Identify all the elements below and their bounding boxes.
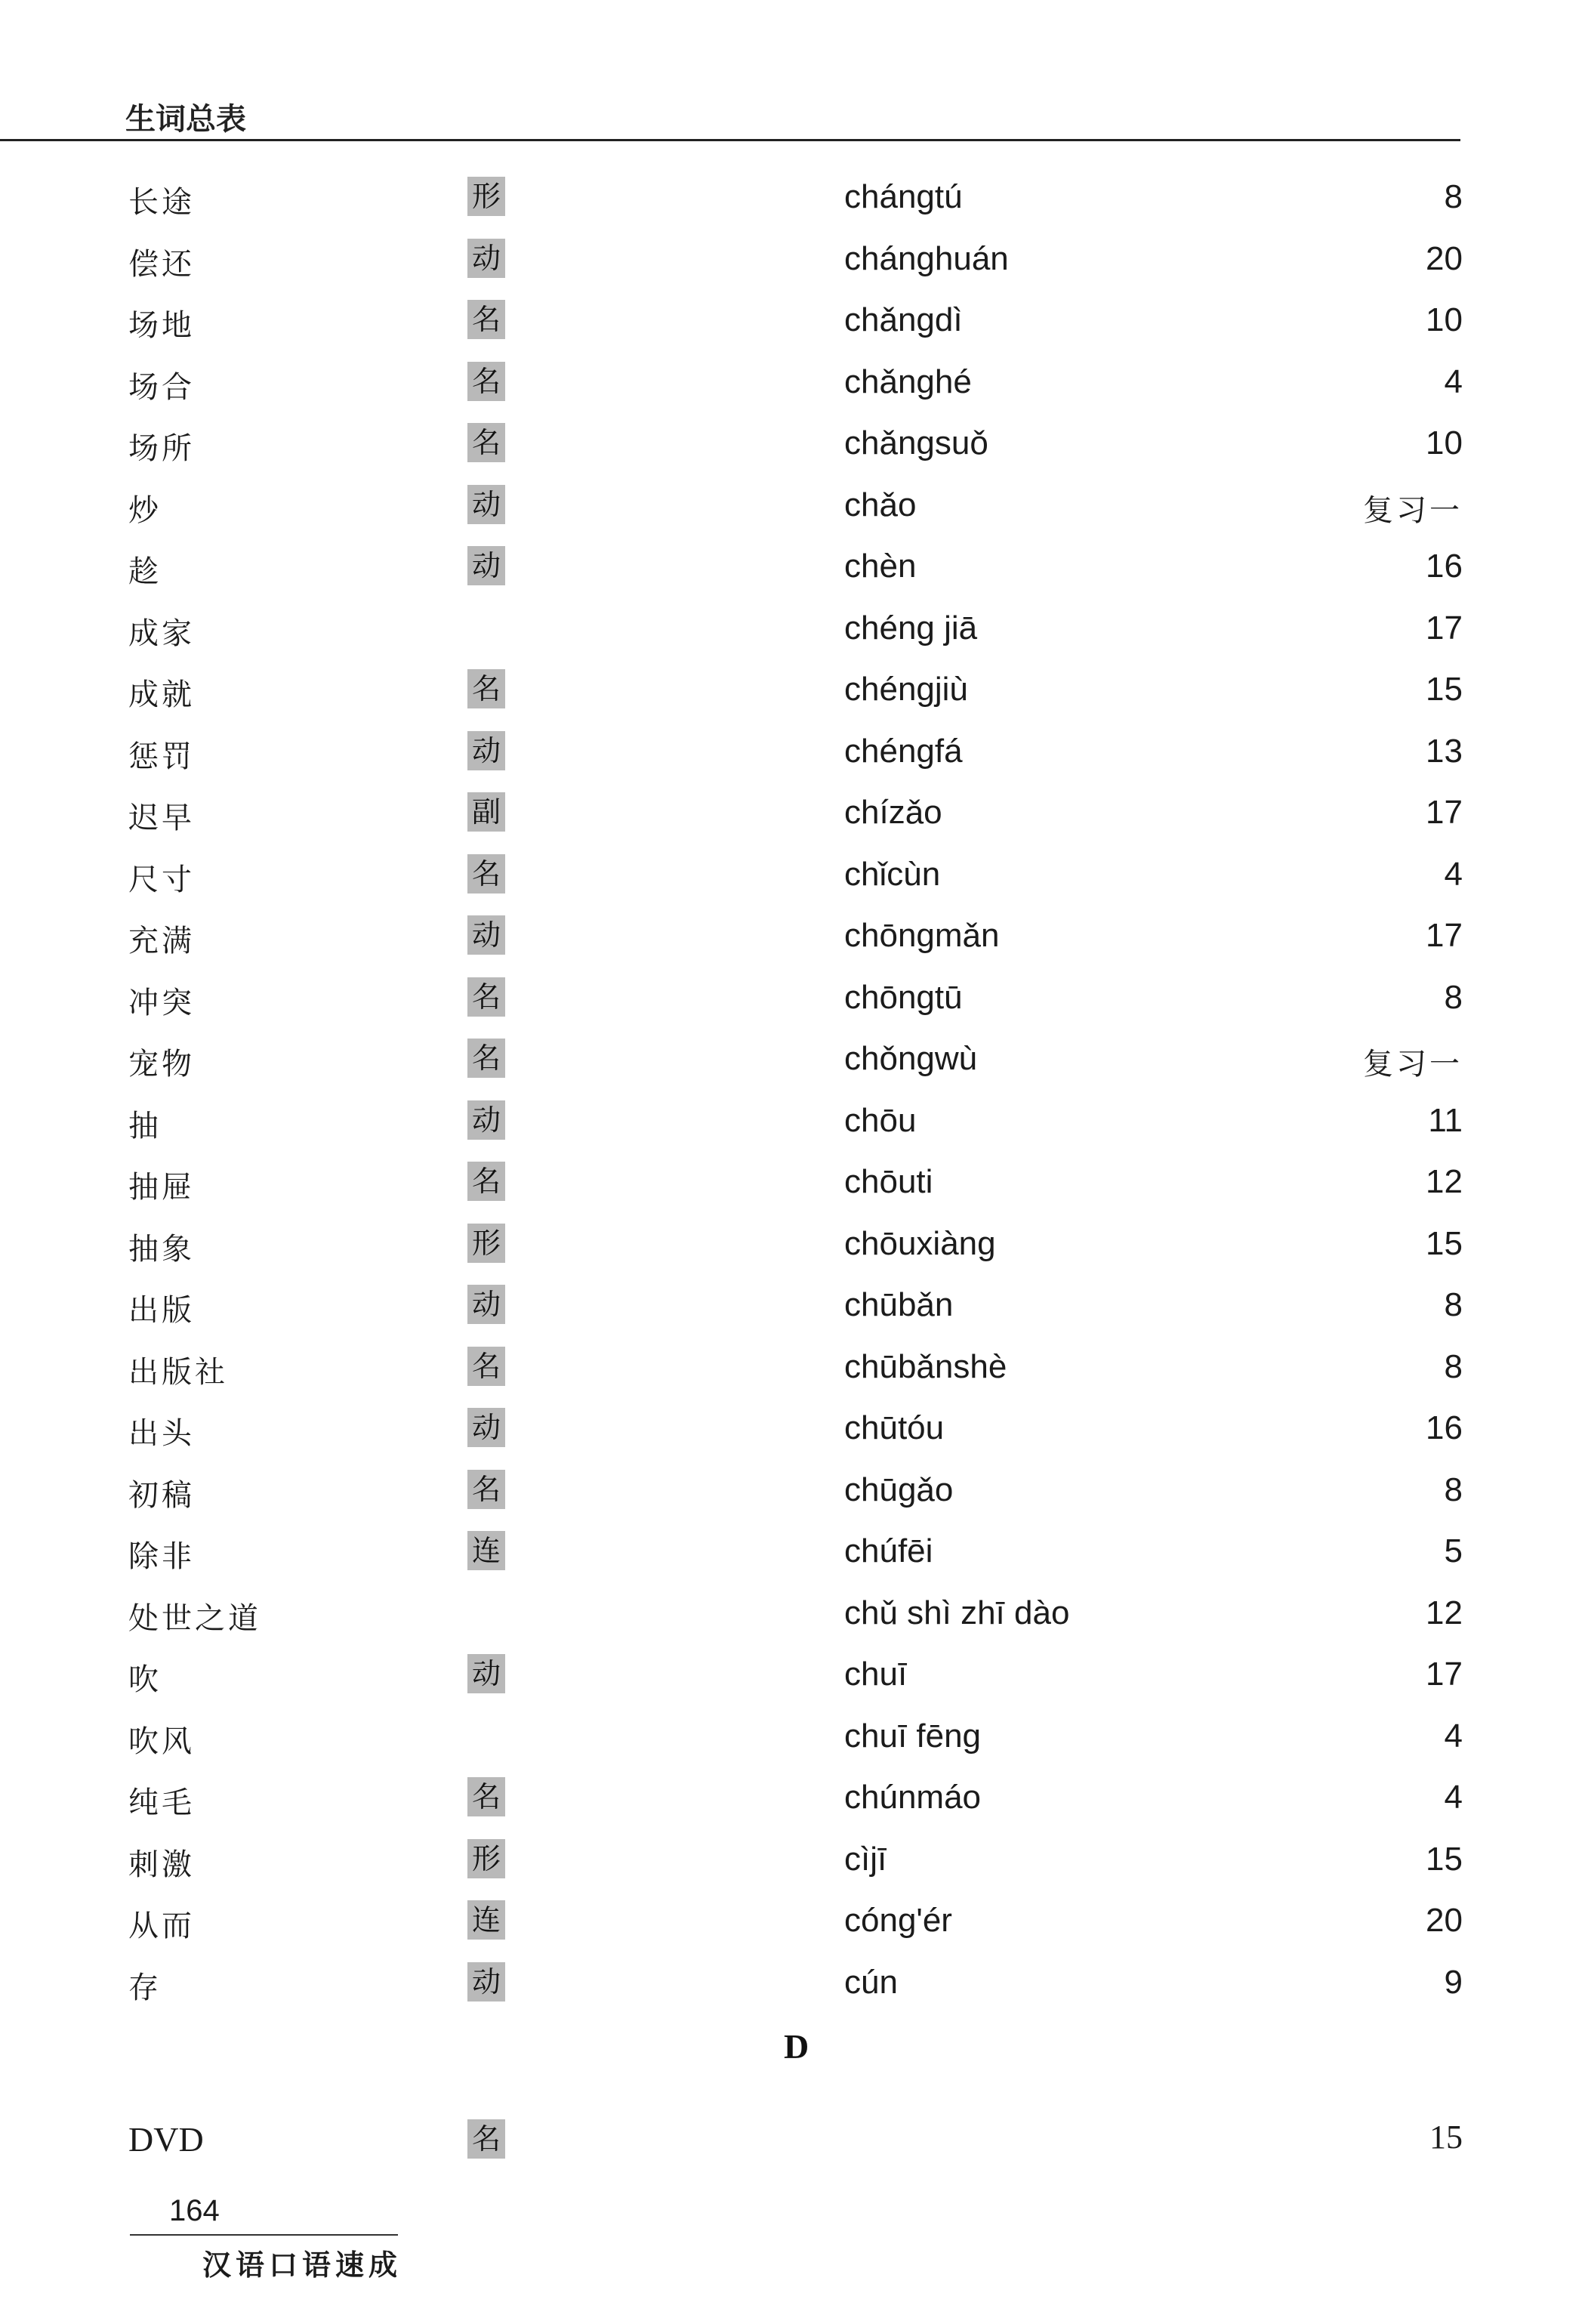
entry-pinyin: chéng jiā <box>844 609 978 647</box>
part-of-speech-tag: 动 <box>467 1100 505 1140</box>
vocabulary-row <box>0 1153 1585 1213</box>
header-rule <box>0 139 1460 141</box>
entry-word: 抽屉 <box>128 1170 195 1205</box>
part-of-speech-tag: 名 <box>467 1162 505 1201</box>
entry-lesson: 15 <box>1426 671 1463 708</box>
entry-lesson: 4 <box>1444 855 1463 893</box>
part-of-speech-tag: 动 <box>467 1408 505 1447</box>
entry-pinyin: chōuti <box>844 1163 933 1200</box>
entry-pinyin: chuī fēng <box>844 1717 982 1755</box>
entry-word: 冲突 <box>128 985 195 1020</box>
entry-lesson: 11 <box>1428 1101 1463 1139</box>
entry-lesson: 10 <box>1426 424 1463 461</box>
part-of-speech-tag: 连 <box>467 1900 505 1940</box>
entry-word: 长途 <box>128 185 195 220</box>
entry-lesson: 10 <box>1426 301 1463 338</box>
vocabulary-row <box>0 1338 1585 1398</box>
entry-pinyin: chízǎo <box>844 794 942 831</box>
vocabulary-row <box>0 1399 1585 1459</box>
part-of-speech-tag: 动 <box>467 1654 505 1693</box>
entry-pinyin: chōngmǎn <box>844 917 1000 954</box>
vocabulary-row <box>0 353 1585 413</box>
vocabulary-row <box>0 845 1585 906</box>
part-of-speech-tag: 动 <box>467 1285 505 1324</box>
entry-pinyin: chǎngsuǒ <box>844 424 988 461</box>
vocabulary-row <box>0 1584 1585 1644</box>
entry-word: 出头 <box>128 1416 195 1451</box>
vocabulary-row <box>0 168 1585 228</box>
entry-pinyin: cún <box>844 1963 898 2001</box>
part-of-speech-tag: 名 <box>467 977 505 1017</box>
entry-pinyin: chōuxiàng <box>844 1224 996 1262</box>
entry-lesson: 8 <box>1444 978 1463 1016</box>
entry-lesson: 20 <box>1426 239 1463 277</box>
part-of-speech-tag: 动 <box>467 546 505 585</box>
part-of-speech-tag: 名 <box>467 2119 505 2159</box>
entry-pinyin: chǎo <box>844 486 917 523</box>
part-of-speech-tag: 名 <box>467 423 505 462</box>
part-of-speech-tag: 形 <box>467 177 505 216</box>
vocabulary-row <box>0 1276 1585 1336</box>
entry-pinyin: chǔ shì zhī dào <box>844 1594 1070 1631</box>
entry-lesson: 8 <box>1444 1286 1463 1323</box>
vocabulary-row <box>0 599 1585 659</box>
entry-lesson: 16 <box>1426 1409 1463 1446</box>
vocabulary-row <box>0 414 1585 474</box>
entry-word: 成家 <box>128 616 195 651</box>
entry-lesson: 17 <box>1426 1656 1463 1693</box>
entry-lesson: 17 <box>1426 609 1463 647</box>
entry-pinyin: cìjī <box>844 1840 887 1878</box>
entry-pinyin: chǒngwù <box>844 1040 978 1077</box>
entry-lesson: 17 <box>1426 917 1463 954</box>
part-of-speech-tag: 形 <box>467 1224 505 1263</box>
entry-word: 炒 <box>128 492 162 528</box>
part-of-speech-tag: 名 <box>467 300 505 339</box>
entry-word: 吹 <box>128 1662 162 1697</box>
part-of-speech-tag: 动 <box>467 1962 505 2001</box>
vocabulary-row <box>0 291 1585 351</box>
entry-pinyin: chūbǎn <box>844 1286 954 1323</box>
entry-lesson: 5 <box>1444 1532 1463 1569</box>
section-letter: D <box>784 2027 809 2066</box>
entry-lesson: 20 <box>1426 1902 1463 1939</box>
entry-pinyin: chǐcùn <box>844 855 941 893</box>
entry-word: 惩罚 <box>128 739 195 774</box>
entry-pinyin: chūtóu <box>844 1409 945 1446</box>
entry-pinyin: chánghuán <box>844 239 1009 277</box>
entry-word: 成就 <box>128 677 195 712</box>
entry-word: 充满 <box>128 924 195 958</box>
entry-word: 除非 <box>128 1539 195 1574</box>
entry-lesson: 8 <box>1444 178 1463 215</box>
entry-lesson: 12 <box>1426 1594 1463 1631</box>
vocabulary-row <box>0 1461 1585 1521</box>
vocabulary-row <box>0 2110 1585 2171</box>
entry-pinyin: chéngjiù <box>844 671 968 708</box>
entry-lesson: 12 <box>1426 1163 1463 1200</box>
vocabulary-row <box>0 968 1585 1029</box>
entry-pinyin: chūgǎo <box>844 1471 954 1508</box>
vocabulary-row <box>0 1891 1585 1952</box>
entry-word: 抽 <box>128 1108 162 1143</box>
vocabulary-row <box>0 906 1585 967</box>
entry-pinyin: chángtú <box>844 178 963 215</box>
entry-word: 尺寸 <box>128 862 195 897</box>
entry-word: 吹风 <box>128 1724 195 1759</box>
part-of-speech-tag: 名 <box>467 669 505 708</box>
entry-pinyin: chōu <box>844 1101 917 1139</box>
part-of-speech-tag: 名 <box>467 362 505 401</box>
entry-word: 偿还 <box>128 246 195 282</box>
vocabulary-row <box>0 230 1585 290</box>
part-of-speech-tag: 连 <box>467 1531 505 1570</box>
part-of-speech-tag: 动 <box>467 731 505 770</box>
entry-lesson: 8 <box>1444 1471 1463 1508</box>
entry-word: 抽象 <box>128 1231 195 1267</box>
part-of-speech-tag: 形 <box>467 1839 505 1878</box>
entry-lesson: 8 <box>1444 1347 1463 1385</box>
vocabulary-row <box>0 1091 1585 1152</box>
entry-word: 场地 <box>128 308 195 343</box>
vocabulary-row <box>0 660 1585 721</box>
part-of-speech-tag: 名 <box>467 1347 505 1386</box>
entry-word: 出版社 <box>128 1354 228 1390</box>
entry-lesson: 15 <box>1426 1840 1463 1878</box>
entry-word: 存 <box>128 1970 162 2005</box>
entry-pinyin: chúnmáo <box>844 1779 982 1816</box>
entry-lesson: 13 <box>1426 732 1463 770</box>
entry-lesson: 15 <box>1426 1224 1463 1262</box>
vocabulary-row <box>0 1029 1585 1090</box>
page-number: 164 <box>169 2194 220 2227</box>
entry-lesson: 复习一 <box>1363 492 1463 528</box>
vocabulary-row <box>0 1768 1585 1829</box>
entry-pinyin: chuī <box>844 1656 908 1693</box>
entry-pinyin: chōngtū <box>844 978 963 1016</box>
entry-word: 场所 <box>128 431 195 466</box>
entry-word: 初稿 <box>128 1477 195 1513</box>
part-of-speech-tag: 动 <box>467 239 505 278</box>
vocabulary-row <box>0 1522 1585 1582</box>
entry-pinyin: chǎnghé <box>844 363 972 400</box>
part-of-speech-tag: 名 <box>467 854 505 893</box>
vocabulary-row <box>0 537 1585 597</box>
vocabulary-row <box>0 722 1585 782</box>
entry-pinyin: chúfēi <box>844 1532 933 1569</box>
vocabulary-row <box>0 1645 1585 1705</box>
part-of-speech-tag: 副 <box>467 792 505 832</box>
book-title: 汉语口语速成 <box>202 2248 402 2282</box>
part-of-speech-tag: 动 <box>467 915 505 955</box>
vocabulary-row <box>0 1953 1585 2014</box>
entry-word: DVD <box>128 2120 204 2159</box>
entry-lesson: 15 <box>1429 2119 1463 2156</box>
entry-lesson: 17 <box>1426 794 1463 831</box>
entry-lesson: 9 <box>1444 1963 1463 2001</box>
entry-word: 纯毛 <box>128 1785 195 1820</box>
footer-rule <box>130 2234 398 2236</box>
entry-word: 趁 <box>128 554 162 589</box>
entry-pinyin: chéngfá <box>844 732 963 770</box>
part-of-speech-tag: 动 <box>467 485 505 524</box>
vocabulary-row <box>0 1830 1585 1890</box>
entry-pinyin: chèn <box>844 548 917 585</box>
vocabulary-row <box>0 1707 1585 1767</box>
vocabulary-row <box>0 1214 1585 1275</box>
entry-word: 刺激 <box>128 1847 195 1882</box>
entry-lesson: 复习一 <box>1363 1047 1463 1082</box>
entry-pinyin: chūbǎnshè <box>844 1347 1007 1385</box>
entry-word: 迟早 <box>128 801 195 835</box>
running-header-title: 生词总表 <box>125 102 246 137</box>
part-of-speech-tag: 名 <box>467 1039 505 1078</box>
part-of-speech-tag: 名 <box>467 1777 505 1816</box>
entry-pinyin: chǎngdì <box>844 301 963 338</box>
entry-word: 从而 <box>128 1909 195 1943</box>
entry-word: 出版 <box>128 1293 195 1328</box>
entry-pinyin: cóng'ér <box>844 1902 952 1939</box>
entry-word: 场合 <box>128 369 195 405</box>
entry-lesson: 4 <box>1444 1779 1463 1816</box>
vocabulary-row <box>0 783 1585 844</box>
entry-lesson: 16 <box>1426 548 1463 585</box>
part-of-speech-tag: 名 <box>467 1470 505 1509</box>
vocabulary-row <box>0 476 1585 536</box>
entry-lesson: 4 <box>1444 363 1463 400</box>
entry-word: 处世之道 <box>128 1600 261 1636</box>
entry-lesson: 4 <box>1444 1717 1463 1755</box>
entry-word: 宠物 <box>128 1047 195 1082</box>
